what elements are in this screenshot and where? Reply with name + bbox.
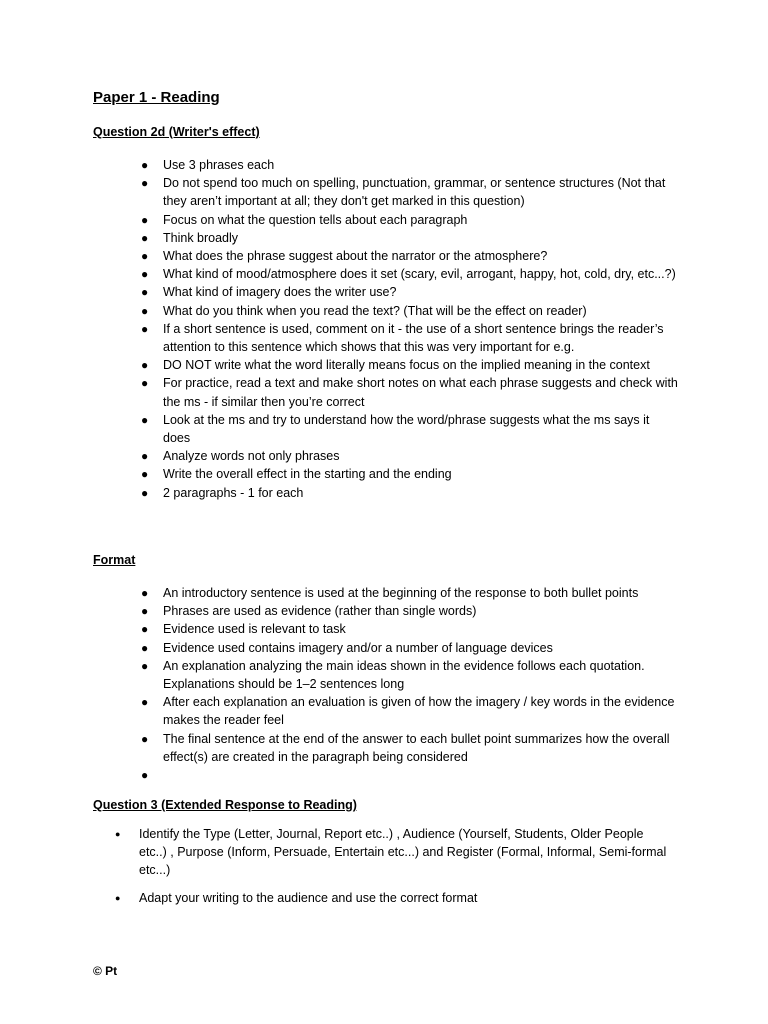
list-item <box>141 620 678 638</box>
page-title: Paper 1 - Reading <box>93 89 220 106</box>
bullet-icon: ● <box>141 695 149 710</box>
list-item <box>141 465 678 483</box>
list-item <box>141 584 678 602</box>
bullet-icon: ● <box>141 604 149 619</box>
bullet-icon: ● <box>141 640 149 655</box>
bullet-icon: ● <box>141 586 149 600</box>
question-3-list <box>115 825 669 916</box>
list-item-text: An introductory sentence is used at the beginning of the response to both bullet points <box>163 586 639 600</box>
list-item-text: Focus on what the question tells about each paragraph <box>163 212 468 227</box>
list-item <box>141 283 678 301</box>
list-item-text: 2 paragraphs - 1 for each <box>163 485 304 500</box>
list-item-text: An explanation analyzing the main ideas shown in the evidence follows each quotation. Explanations should be 1–2 sentences long <box>163 658 645 692</box>
bullet-icon: ● <box>141 768 149 783</box>
section-heading-question-3: Question 3 (Extended Response to Reading) <box>93 798 357 812</box>
section-heading-question-2d: Question 2d (Writer's effect) <box>93 125 260 139</box>
list-item-text: Do not spend too much on spelling, punctuation, grammar, or sentence structures (Not that they aren’t important at all; they don't get marked in this question) <box>163 176 666 209</box>
bullet-icon: ● <box>141 267 149 282</box>
bullet-icon: ● <box>141 321 149 336</box>
list-item-text: The final sentence at the end of the answer to each bullet point summarizes how the overall effect(s) are created in the paragraph being considered <box>163 731 670 764</box>
list-item-text: What kind of imagery does the writer use? <box>163 285 397 300</box>
bullet-icon: ● <box>141 358 149 373</box>
list-item-text: Think broadly <box>163 230 239 245</box>
list-item-text: What does the phrase suggest about the narrator or the atmosphere? <box>163 249 548 264</box>
list-item-text: Use 3 phrases each <box>163 158 275 172</box>
list-item <box>141 639 678 657</box>
bullet-icon: ● <box>141 303 149 318</box>
bullet-icon: ● <box>141 485 149 500</box>
list-item <box>115 889 669 907</box>
list-item <box>115 825 669 880</box>
list-item-text: DO NOT write what the word literally means focus on the implied meaning in the context <box>163 358 650 373</box>
list-item <box>141 302 678 320</box>
list-item <box>141 356 678 374</box>
list-item <box>141 411 678 447</box>
bullet-icon: ● <box>141 622 149 637</box>
list-item <box>141 602 678 620</box>
list-item-text: Phrases are used as evidence (rather than single words) <box>163 604 477 619</box>
list-item-text: If a short sentence is used, comment on it - the use of a short sentence brings the reader’s attention to this sentence which shows that this was very important for e.g. <box>163 321 664 355</box>
list-item <box>141 229 678 247</box>
list-item <box>141 374 678 410</box>
bullet-icon: ● <box>141 176 149 191</box>
list-item <box>141 447 678 465</box>
footer-copyright: © Pt <box>93 964 118 978</box>
list-item <box>141 211 678 229</box>
bullet-icon: ● <box>141 212 149 227</box>
bullet-icon: ● <box>141 467 149 482</box>
bullet-icon: ● <box>141 285 149 300</box>
bullet-icon: ● <box>141 731 149 746</box>
section-heading-format: Format <box>93 553 136 567</box>
question-2d-list <box>141 156 678 502</box>
bullet-icon: ● <box>141 376 149 391</box>
bullet-icon: ● <box>141 658 149 673</box>
list-item <box>141 693 678 729</box>
bullet-icon: ● <box>141 449 149 464</box>
list-item <box>141 730 678 766</box>
list-item <box>141 320 678 356</box>
list-item-text: After each explanation an evaluation is given of how the imagery / key words in the evidence makes the reader feel <box>163 695 675 728</box>
bullet-icon: ● <box>141 412 149 427</box>
list-item-text: For practice, read a text and make short notes on what each phrase suggests and check with the ms - if similar then you’re correct <box>163 376 678 409</box>
list-item <box>141 247 678 265</box>
list-item <box>141 657 678 693</box>
list-item <box>141 174 678 210</box>
list-item <box>141 156 678 174</box>
bullet-icon: ● <box>141 230 149 245</box>
list-item-text: Analyze words not only phrases <box>163 449 340 464</box>
list-item-text: Evidence used contains imagery and/or a number of language devices <box>163 640 553 655</box>
list-item-text: What kind of mood/atmosphere does it set (scary, evil, arrogant, happy, hot, cold, dry, etc...?) <box>163 267 676 282</box>
bullet-icon: ● <box>115 829 121 839</box>
list-item-text: Write the overall effect in the starting and the ending <box>163 467 452 482</box>
format-list <box>141 584 678 784</box>
list-item-empty <box>141 766 678 784</box>
list-item <box>141 484 678 502</box>
bullet-icon: ● <box>141 249 149 264</box>
list-item-text: What do you think when you read the text? (That will be the effect on reader) <box>163 303 587 318</box>
list-item-text: Look at the ms and try to understand how the word/phrase suggests what the ms says it does <box>163 412 650 446</box>
list-item-text: Identify the Type (Letter, Journal, Report etc..) , Audience (Yourself, Students, Older People etc..) , Purpose (Inform, Persuade, Entertain etc...) and Register (Formal, Informal, Semi-formal etc...) <box>139 827 667 878</box>
bullet-icon: ● <box>141 158 149 172</box>
bullet-icon: ● <box>115 892 121 903</box>
list-item <box>141 265 678 283</box>
list-item-text: Adapt your writing to the audience and use the correct format <box>139 890 478 905</box>
list-item-text: Evidence used is relevant to task <box>163 622 346 637</box>
